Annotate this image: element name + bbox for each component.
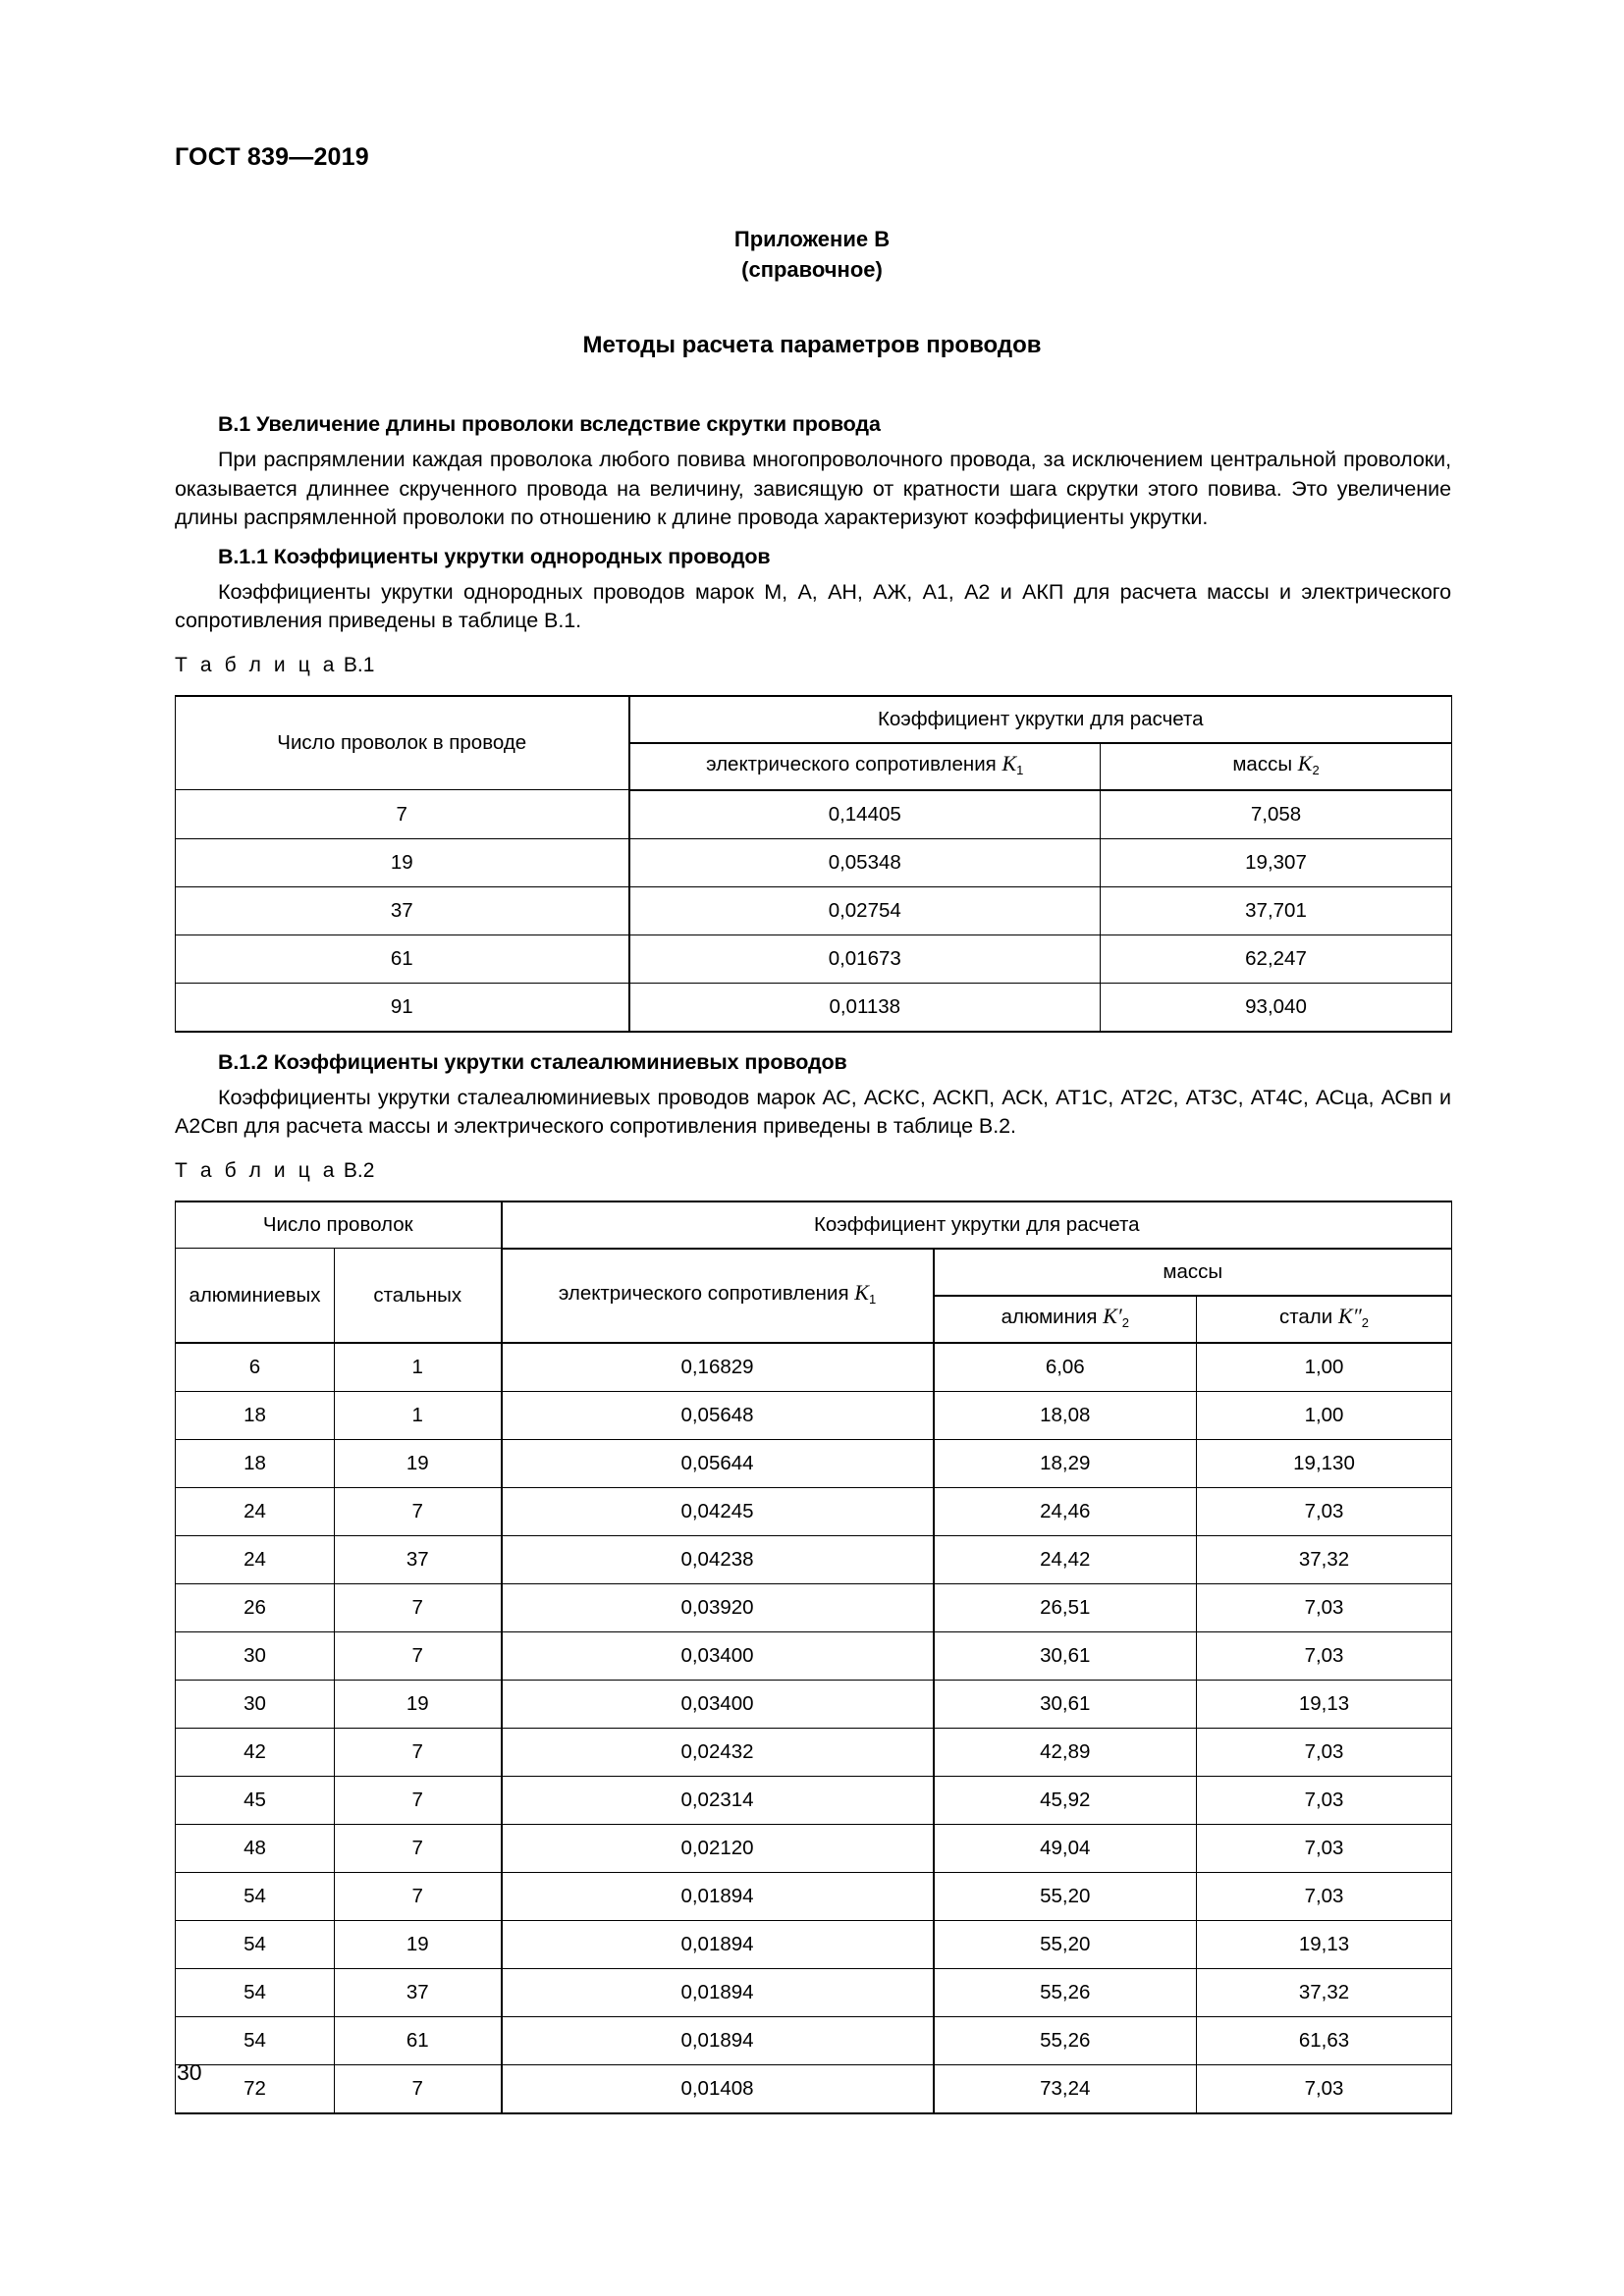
table-b2-cell-st: 7 <box>335 1776 502 1824</box>
table-b2-cell-st: 7 <box>335 1728 502 1776</box>
table-b1 <box>175 695 1452 1033</box>
table-row <box>176 1680 1452 1728</box>
table-b2-cell-st: 19 <box>335 1680 502 1728</box>
table-row <box>176 2064 1452 2113</box>
document-header-standard-number: ГОСТ 839—2019 <box>175 143 369 171</box>
table-b2-cell-k1: 0,01894 <box>502 1968 934 2016</box>
table-b1-cell-k2: 93,040 <box>1101 983 1452 1032</box>
table-b2-cell-k2st: 7,03 <box>1197 1824 1452 1872</box>
table-b2-cell-k2st: 7,03 <box>1197 1776 1452 1824</box>
table-b1-header-wires: Число проволок в проводе <box>176 696 629 790</box>
table-b2-cell-k1: 0,01894 <box>502 1920 934 1968</box>
table-b1-cell-k1: 0,05348 <box>629 838 1101 886</box>
table-b2-cell-k2al: 55,20 <box>934 1872 1197 1920</box>
heading-b11: В.1.1 Коэффициенты укрутки однородных проводов <box>218 544 771 568</box>
table-b2-header-resistance-subscript: 1 <box>868 1291 877 1307</box>
paragraph-b12: Коэффициенты укрутки сталеалюминиевых проводов марок АС, АСКС, АСКП, АСК, АТ1С, АТ2С, АТ3С, АТ4С, АСца, АСвп и А2Свп для расчета массы и электрического сопротивления приведены в таблице В.2. <box>175 1085 1451 1138</box>
table-b2-cell-al: 54 <box>176 1872 335 1920</box>
table-b2-cell-k1: 0,01894 <box>502 1872 934 1920</box>
table-b2-cell-k2al: 18,29 <box>934 1439 1197 1487</box>
table-b2-cell-k2st: 19,130 <box>1197 1439 1452 1487</box>
table-b2-cell-k1: 0,02432 <box>502 1728 934 1776</box>
table-b2-cell-k2st: 37,32 <box>1197 1535 1452 1583</box>
table-b2-cell-k2st: 19,13 <box>1197 1920 1452 1968</box>
table-b1-cell-wires: 37 <box>176 886 629 934</box>
table-b2-cell-k2al: 6,06 <box>934 1343 1197 1392</box>
table-row <box>176 1872 1452 1920</box>
table-b2-header-mass-aluminium <box>934 1296 1197 1343</box>
table-b1-caption <box>175 654 1451 677</box>
table-b2-cell-k2al: 55,20 <box>934 1920 1197 1968</box>
table-b2-cell-k2st: 7,03 <box>1197 2064 1452 2113</box>
table-b1-cell-k2: 19,307 <box>1101 838 1452 886</box>
table-b2-header-mass-steel <box>1197 1296 1452 1343</box>
table-b2-cell-k2al: 45,92 <box>934 1776 1197 1824</box>
table-b2-cell-k2al: 30,61 <box>934 1680 1197 1728</box>
annex-heading-block <box>0 224 1624 285</box>
table-b2-header-mass-aluminium-symbol: K′ <box>1103 1303 1122 1328</box>
table-b2-header-resistance-text: электрического сопротивления <box>558 1281 849 1305</box>
table-b2-cell-k2st: 19,13 <box>1197 1680 1452 1728</box>
table-b2-cell-al: 26 <box>176 1583 335 1631</box>
table-b1-cell-wires: 61 <box>176 934 629 983</box>
table-b1-cell-k1: 0,14405 <box>629 790 1101 839</box>
table-row <box>176 1824 1452 1872</box>
table-b2-cell-al: 30 <box>176 1680 335 1728</box>
table-b2-header-row-2 <box>176 1249 1452 1296</box>
table-b2-cell-al: 18 <box>176 1391 335 1439</box>
table-row <box>176 886 1452 934</box>
table-row <box>176 1968 1452 2016</box>
table-b2-cell-k2al: 24,42 <box>934 1535 1197 1583</box>
table-b2-cell-k1: 0,04245 <box>502 1487 934 1535</box>
table-b2-cell-al: 24 <box>176 1535 335 1583</box>
table-b2-header-resistance <box>502 1249 934 1343</box>
table-b2-cell-st: 7 <box>335 1872 502 1920</box>
table-b2-cell-k2al: 73,24 <box>934 2064 1197 2113</box>
table-b2-cell-k2st: 1,00 <box>1197 1343 1452 1392</box>
table-b1-cell-k1: 0,02754 <box>629 886 1101 934</box>
table-row <box>176 1439 1452 1487</box>
table-b1-header-resistance-symbol: K <box>1001 750 1017 775</box>
table-b1-header-row-1 <box>176 696 1452 743</box>
table-b2-caption-number: В.2 <box>343 1158 375 1182</box>
table-row <box>176 1631 1452 1680</box>
table-b1-header-mass-symbol: K <box>1297 750 1313 775</box>
paragraph-b1: При распрямлении каждая проволока любого повива многопроволочного провода, за исключением центральной проволоки, оказывается длиннее скрученного провода на величину, зависящую от кратности шага скрутки этого повива. Это увеличение длины распрямленной проволоки по отношению к длине провода характеризуют коэффициенты укрутки. <box>175 448 1451 529</box>
table-b2-header-group-coefficient: Коэффициент укрутки для расчета <box>502 1201 1452 1249</box>
table-b1-cell-wires: 7 <box>176 790 629 839</box>
heading-b12: В.1.2 Коэффициенты укрутки сталеалюминиевых проводов <box>218 1049 847 1074</box>
table-b2 <box>175 1201 1452 2114</box>
table-b2-header-mass-steel-text: стали <box>1279 1305 1333 1328</box>
table-b2-cell-k1: 0,16829 <box>502 1343 934 1392</box>
table-b2-caption-prefix: Т а б л и ц а <box>175 1158 339 1182</box>
table-b2-cell-k1: 0,05644 <box>502 1439 934 1487</box>
table-row <box>176 983 1452 1032</box>
table-b1-caption-number: В.1 <box>343 653 375 676</box>
table-row <box>176 1728 1452 1776</box>
table-b2-cell-k1: 0,02120 <box>502 1824 934 1872</box>
table-b2-header-mass-aluminium-subscript: 2 <box>1121 1314 1129 1330</box>
table-b2-body <box>176 1343 1452 2113</box>
table-b2-cell-st: 61 <box>335 2016 502 2064</box>
table-b2-header-mass-steel-subscript: 2 <box>1361 1314 1370 1330</box>
table-b2-header-row-1 <box>176 1201 1452 1249</box>
table-b2-cell-al: 48 <box>176 1824 335 1872</box>
table-b2-cell-st: 37 <box>335 1535 502 1583</box>
table-b2-cell-st: 1 <box>335 1391 502 1439</box>
table-b2-caption <box>175 1159 1451 1183</box>
table-b2-header-aluminium: алюминиевых <box>176 1249 335 1343</box>
table-b2-cell-al: 18 <box>176 1439 335 1487</box>
table-b2-header-steel: стальных <box>335 1249 502 1343</box>
table-b1-cell-wires: 19 <box>176 838 629 886</box>
table-b2-cell-al: 72 <box>176 2064 335 2113</box>
table-b2-cell-k2st: 7,03 <box>1197 1631 1452 1680</box>
table-b2-cell-k2al: 30,61 <box>934 1631 1197 1680</box>
table-b1-cell-k1: 0,01138 <box>629 983 1101 1032</box>
table-row <box>176 1583 1452 1631</box>
page-number: 30 <box>177 2059 202 2085</box>
table-b1-caption-prefix: Т а б л и ц а <box>175 653 339 676</box>
table-b2-cell-k1: 0,02314 <box>502 1776 934 1824</box>
table-b2-cell-k2st: 61,63 <box>1197 2016 1452 2064</box>
table-row <box>176 790 1452 839</box>
table-b2-cell-al: 54 <box>176 2016 335 2064</box>
table-b2-cell-k1: 0,01408 <box>502 2064 934 2113</box>
table-row <box>176 1343 1452 1392</box>
heading-b1: В.1 Увеличение длины проволоки вследствие скрутки провода <box>218 412 881 436</box>
table-b2-cell-k2al: 24,46 <box>934 1487 1197 1535</box>
table-b1-cell-wires: 91 <box>176 983 629 1032</box>
table-row <box>176 2016 1452 2064</box>
table-b1-header-resistance <box>629 743 1101 790</box>
annex-title: Методы расчета параметров проводов <box>582 332 1042 358</box>
table-b2-cell-k1: 0,03920 <box>502 1583 934 1631</box>
document-body <box>175 412 1451 2114</box>
table-b1-header-resistance-text: электрического сопротивления <box>706 752 997 775</box>
table-b2-cell-k1: 0,05648 <box>502 1391 934 1439</box>
table-b2-cell-st: 19 <box>335 1439 502 1487</box>
annex-label: Приложение В <box>733 227 891 251</box>
table-b2-cell-k1: 0,03400 <box>502 1680 934 1728</box>
paragraph-b11: Коэффициенты укрутки однородных проводов марок М, А, АН, АЖ, А1, А2 и АКП для расчета массы и электрического сопротивления приведены в таблице В.1. <box>175 579 1451 632</box>
table-b2-cell-st: 7 <box>335 1583 502 1631</box>
table-b2-header-group-wires: Число проволок <box>176 1201 502 1249</box>
table-b2-cell-al: 24 <box>176 1487 335 1535</box>
table-b2-cell-k2st: 37,32 <box>1197 1968 1452 2016</box>
table-b2-cell-k2al: 18,08 <box>934 1391 1197 1439</box>
table-b2-cell-k2al: 26,51 <box>934 1583 1197 1631</box>
table-b1-header-mass-subscript: 2 <box>1312 762 1320 777</box>
table-b2-cell-al: 54 <box>176 1968 335 2016</box>
table-b2-cell-k2st: 1,00 <box>1197 1391 1452 1439</box>
table-b1-header-resistance-subscript: 1 <box>1016 762 1024 777</box>
table-b1-cell-k2: 62,247 <box>1101 934 1452 983</box>
table-b1-cell-k2: 37,701 <box>1101 886 1452 934</box>
table-b2-cell-k2al: 49,04 <box>934 1824 1197 1872</box>
table-b1-header-group-coefficient: Коэффициент укрутки для расчета <box>629 696 1452 743</box>
table-b1-cell-k1: 0,01673 <box>629 934 1101 983</box>
table-b1-cell-k2: 7,058 <box>1101 790 1452 839</box>
table-b2-header-group-mass: массы <box>934 1249 1452 1296</box>
table-b2-cell-al: 54 <box>176 1920 335 1968</box>
table-b2-cell-k2al: 42,89 <box>934 1728 1197 1776</box>
table-b2-cell-al: 45 <box>176 1776 335 1824</box>
table-b2-cell-k2al: 55,26 <box>934 1968 1197 2016</box>
table-b2-cell-st: 7 <box>335 1487 502 1535</box>
table-b2-cell-st: 19 <box>335 1920 502 1968</box>
table-b2-cell-st: 37 <box>335 1968 502 2016</box>
table-b2-header-resistance-symbol: K <box>854 1279 869 1305</box>
table-b1-body <box>176 790 1452 1032</box>
table-b2-header-mass-steel-symbol: K″ <box>1337 1303 1362 1328</box>
table-row <box>176 1391 1452 1439</box>
table-row <box>176 1487 1452 1535</box>
table-b2-cell-al: 30 <box>176 1631 335 1680</box>
table-b2-cell-st: 7 <box>335 1824 502 1872</box>
table-row <box>176 1776 1452 1824</box>
table-b2-cell-st: 7 <box>335 1631 502 1680</box>
table-b1-header-mass <box>1101 743 1452 790</box>
table-b2-cell-k2st: 7,03 <box>1197 1487 1452 1535</box>
table-row <box>176 838 1452 886</box>
table-b2-cell-k2al: 55,26 <box>934 2016 1197 2064</box>
table-b2-cell-st: 1 <box>335 1343 502 1392</box>
table-b2-cell-st: 7 <box>335 2064 502 2113</box>
table-b2-cell-al: 6 <box>176 1343 335 1392</box>
table-b2-cell-k2st: 7,03 <box>1197 1728 1452 1776</box>
annex-qualifier: (справочное) <box>741 257 883 282</box>
table-b2-cell-al: 42 <box>176 1728 335 1776</box>
table-b2-cell-k1: 0,03400 <box>502 1631 934 1680</box>
table-row <box>176 1535 1452 1583</box>
table-b2-cell-k1: 0,01894 <box>502 2016 934 2064</box>
table-b2-cell-k2st: 7,03 <box>1197 1583 1452 1631</box>
table-row <box>176 934 1452 983</box>
table-b2-cell-k1: 0,04238 <box>502 1535 934 1583</box>
table-b2-cell-k2st: 7,03 <box>1197 1872 1452 1920</box>
table-b2-header-mass-aluminium-text: алюминия <box>1001 1305 1098 1328</box>
table-row <box>176 1920 1452 1968</box>
table-b1-header-mass-text: массы <box>1232 752 1293 775</box>
